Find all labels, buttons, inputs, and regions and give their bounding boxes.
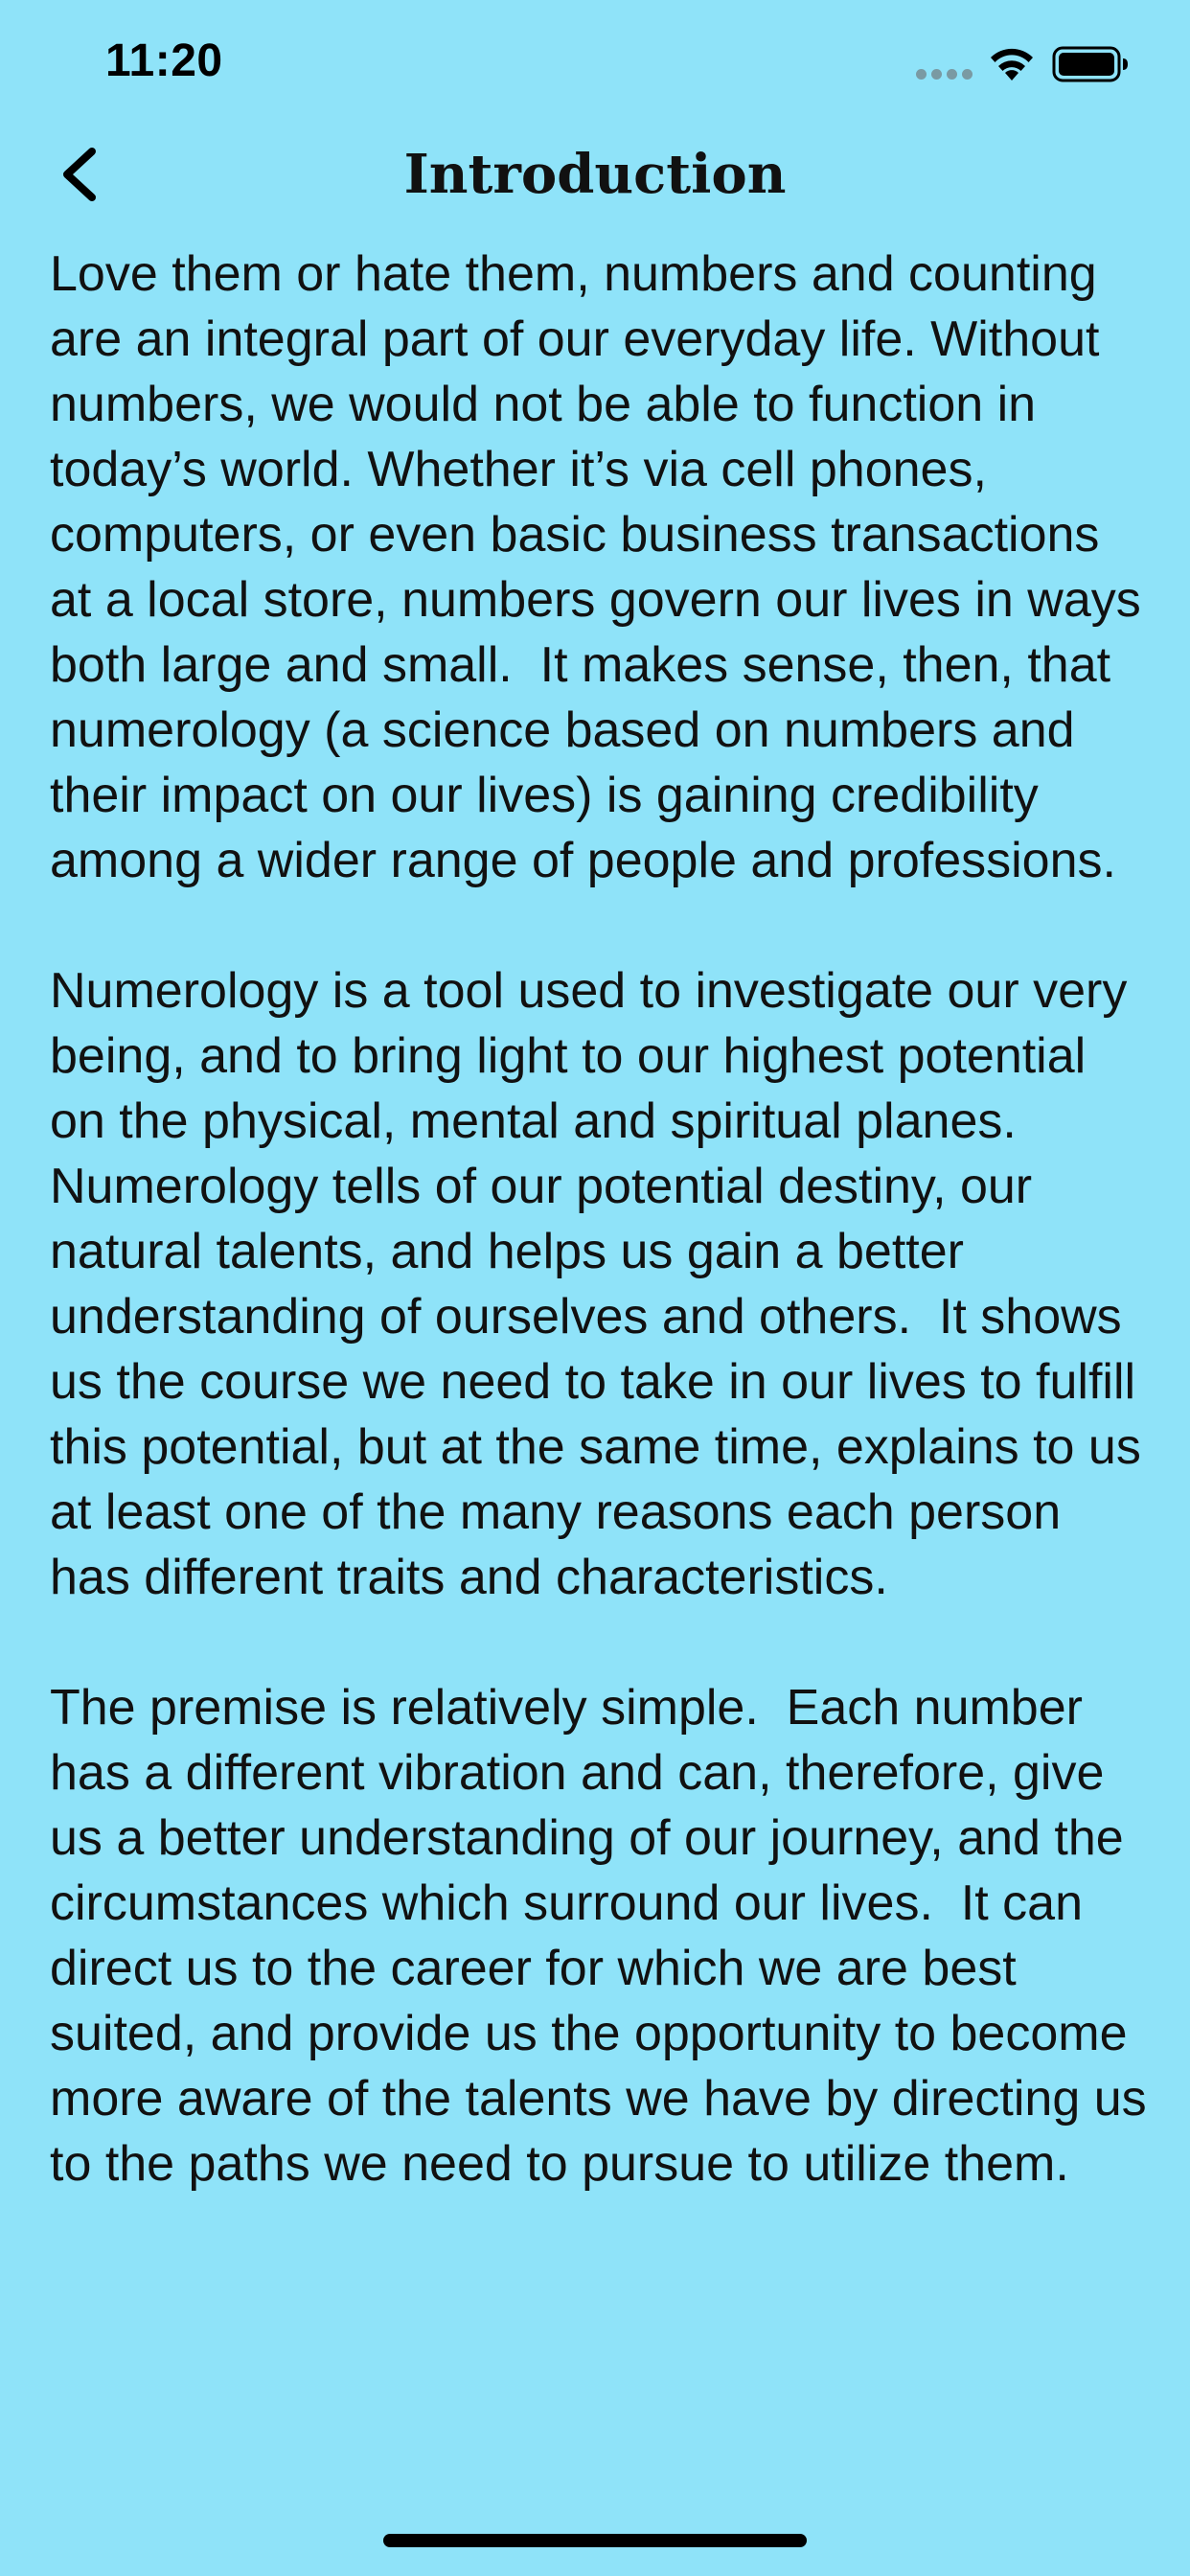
- page-title: Introduction: [403, 143, 787, 206]
- home-indicator[interactable]: [383, 2534, 807, 2547]
- paragraph-1: Love them or hate them, numbers and counting are an integral part of our everyday life. Without numbers, we would not be able to function in today’s world. Whether it’s via cell phones, computers, or even basic business transactions at a local store, numbers govern our lives in ways both large and small. It makes sense, then, that numerology (a science based on numbers and their impact on our lives) is gaining credibility among a wider range of people and professions.: [50, 246, 1156, 888]
- navigation-bar: [0, 126, 1190, 222]
- paragraph-2: Numerology is a tool used to investigate our very being, and to bring light to our highest potential on the physical, mental and spiritual planes. Numerology tells of our potential destiny, our natural talents, and helps us gain a better understanding of ourselves and others. It shows us the course we need to take in our lives to fulfill this potential, but at the same time, explains to us at least one of the many reasons each person has different traits and characteristics.: [50, 963, 1156, 1605]
- status-bar: [0, 0, 1190, 126]
- status-time: 11:20: [105, 35, 223, 86]
- battery-icon: [1052, 46, 1129, 82]
- paragraph-3: The premise is relatively simple. Each number has a different vibration and can, therefore, give us a better understanding of our journey, and the circumstances which surround our lives. It can direct us to the career for which we are best suited, and provide us the opportunity to become more aware of the talents we have by directing us to the paths we need to pursue to utilize them.: [50, 1680, 1161, 2192]
- wifi-icon: [987, 44, 1037, 82]
- article-body[interactable]: [50, 242, 1161, 2474]
- signal-dots-icon: [916, 69, 973, 80]
